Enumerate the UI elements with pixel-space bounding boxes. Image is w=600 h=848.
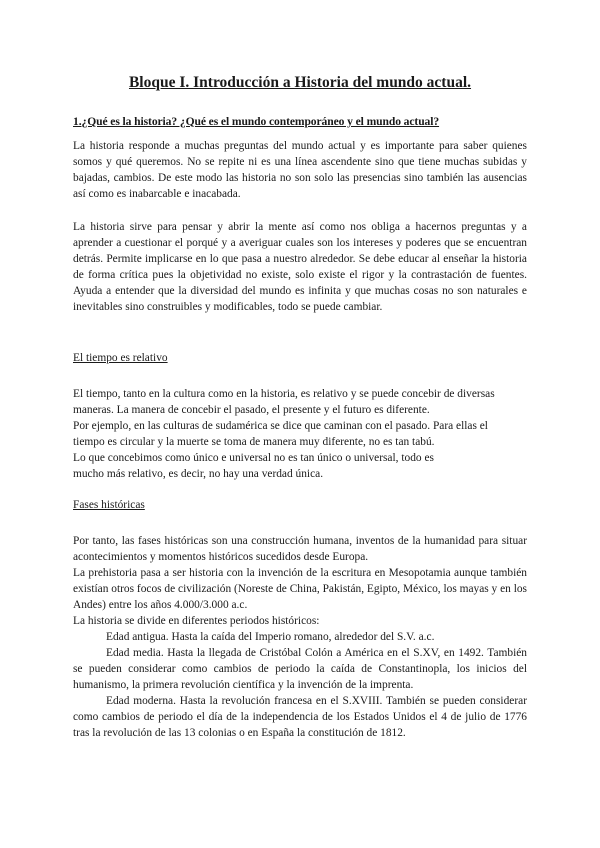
document-title: Bloque I. Introducción a Historia del mundo actual.: [128, 74, 472, 91]
paragraph-history-thinking: La historia sirve para pensar y abrir la mente así como nos obliga a hacernos preguntas y a aprender a cuestionar el porqué y a averiguar cuales son los intereses y poderes que se encuentran detrás. Permite implicarse en lo que pasa a nuestro alrededor. Se debe educar al enseñar la historia de forma crítica pues la objetividad no existe, solo existe el rigor y la contrastación de fuentes. Ayuda a entender que la diversidad del mundo es infinita y que muchas cosas no son naturales e inevitables sino construibles y modificables, todo se puede cambiar.: [73, 221, 527, 313]
text-line: El tiempo, tanto en la cultura como en la historia, es relativo y se puede concebir de diversas: [73, 388, 495, 400]
text-line: Lo que concebimos como único e universal no es tan único o universal, todo es: [73, 452, 434, 464]
text-line: Por ejemplo, en las culturas de sudamérica se dice que caminan con el pasado. Para ellas el: [73, 420, 488, 432]
section-heading-historical-phases: Fases históricas: [73, 499, 145, 511]
text-line: mucho más relativo, es decir, no hay una verdad única.: [73, 468, 324, 480]
text-line: maneras. La manera de concebir el pasado, el presente y el futuro es diferente.: [73, 404, 430, 416]
paragraph-periods-intro: La historia se divide en diferentes periodos históricos:: [73, 615, 320, 627]
paragraph-prehistory: La prehistoria pasa a ser historia con la invención de la escritura en Mesopotamia aunque también existían otros focos de civilización (Noreste de China, Pakistán, Egipto, México, los mayas y en los Andes) entre los años 4.000/3.000 a.c.: [73, 567, 527, 611]
section-heading-history: 1.¿Qué es la historia? ¿Qué es el mundo contemporáneo y el mundo actual?: [73, 115, 440, 128]
period-middle-age: Edad media. Hasta la llegada de Cristóbal Colón a América en el S.XV, en 1492. También se pueden considerar como cambios de periodo la caída de Constantinopla, los inicios del humanismo, la primera revolución científica y la invención de la imprenta.: [73, 647, 527, 691]
text-line: tiempo es circular y la muerte se toma de manera muy diferente, no es tan tabú.: [73, 436, 435, 448]
period-modern-age: Edad moderna. Hasta la revolución francesa en el S.XVIII. También se pueden considerar como cambios de periodo el día de la independencia de los Estados Unidos el 4 de julio de 1776 tras la revolución de las 13 colonias o en España la constitución de 1812.: [73, 695, 527, 739]
paragraph-phases-construction: Por tanto, las fases históricas son una construcción humana, inventos de la humanidad para situar acontecimientos y momentos históricos sucedidos desde Europa.: [73, 535, 527, 563]
period-ancient-age: Edad antigua. Hasta la caída del Imperio romano, alrededor del S.V. a.c.: [106, 631, 435, 643]
paragraph-history-answers: La historia responde a muchas preguntas del mundo actual y es importante para saber quienes somos y qué queremos. No se repite ni es una línea ascendente sino que tiene muchas subidas y bajadas, cambios. De este modo las historia no son solo las presencias sino también las ausencias así como es inabarcable e inacabada.: [73, 140, 527, 200]
section-heading-relative-time: El tiempo es relativo: [73, 352, 168, 364]
paragraph-relative-time: [73, 386, 527, 482]
